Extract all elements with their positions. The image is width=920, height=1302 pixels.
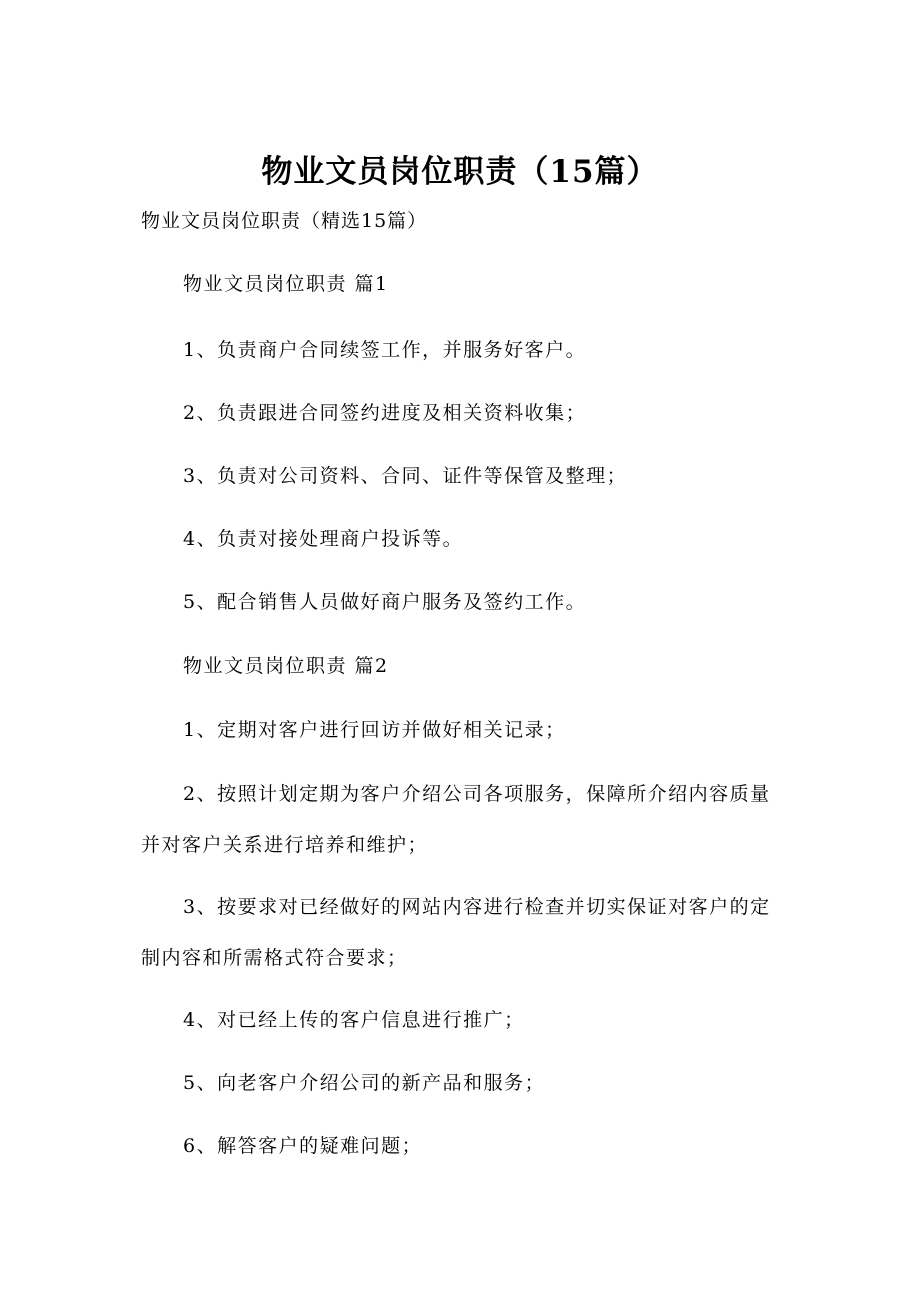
document-title: 物业文员岗位职责（15篇）: [261, 154, 659, 190]
list-item: 1、定期对客户进行回访并做好相关记录；: [183, 719, 566, 741]
section-heading: 物业文员岗位职责 篇2: [183, 655, 389, 677]
list-item: 2、按照计划定期为客户介绍公司各项服务，保障所介绍内容质量并对客户关系进行培养和维护；: [141, 783, 771, 856]
list-item: 3、按要求对已经做好的网站内容进行检查并切实保证对客户的定制内容和所需格式符合要求；: [141, 896, 771, 969]
list-item: 4、负责对接处理商户投诉等。: [183, 528, 464, 550]
list-item: 3、负责对公司资料、合同、证件等保管及整理；: [183, 465, 628, 487]
document-subtitle: 物业文员岗位职责（精选15篇）: [141, 210, 428, 232]
list-item: 2、负责跟进合同签约进度及相关资料收集；: [183, 402, 587, 424]
list-item: 4、对已经上传的客户信息进行推广；: [183, 1009, 525, 1031]
section-heading: 物业文员岗位职责 篇1: [183, 273, 389, 295]
list-item: 6、解答客户的疑难问题；: [183, 1135, 423, 1157]
list-item: 1、负责商户合同续签工作，并服务好客户。: [183, 339, 587, 361]
list-item: 5、配合销售人员做好商户服务及签约工作。: [183, 591, 587, 613]
list-item: 5、向老客户介绍公司的新产品和服务；: [183, 1072, 546, 1094]
